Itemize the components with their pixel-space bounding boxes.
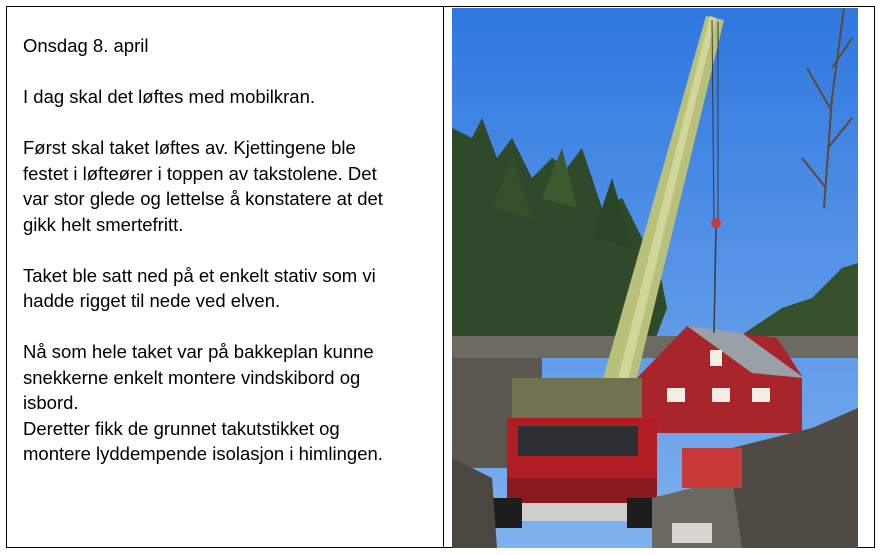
text-cell bbox=[7, 7, 444, 547]
stand-paragraph: Taket ble satt ned på et enkelt stativ som vi hadde rigget til nede ved elven. bbox=[23, 264, 376, 311]
crane-truck bbox=[492, 378, 657, 528]
insulation-paragraph: Deretter fikk de grunnet takutstikket og montere lyddempende isolasjon i himlingen. bbox=[23, 417, 383, 464]
date-heading: Onsdag 8. april bbox=[23, 35, 149, 56]
crane-photo bbox=[452, 8, 858, 548]
bridge bbox=[452, 336, 858, 358]
carpenters-paragraph: Nå som hele taket var på bakkeplan kunne snekkerne enkelt montere vindskibord og isbord. bbox=[23, 341, 374, 413]
intro-paragraph: I dag skal det løftes med mobilkran. bbox=[23, 86, 316, 107]
photo-cell bbox=[444, 7, 874, 547]
document-table bbox=[6, 6, 875, 548]
roof-lift-paragraph: Først skal taket løftes av. Kjettingene ble festet i løfteører i toppen av takstolene. Det var stor glede og lettelse å konstatere at det gikk helt smertefritt. bbox=[23, 137, 383, 235]
